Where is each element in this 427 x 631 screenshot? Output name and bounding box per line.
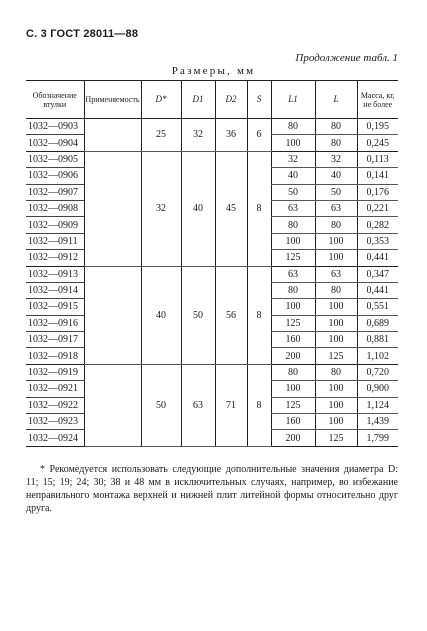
designation-cell: 1032—0908 [26,200,84,216]
col-header-l1: L1 [271,81,315,119]
table-row [26,119,398,135]
mass-cell: 0,195 [357,119,398,135]
designation-cell: 1032—0909 [26,217,84,233]
d2-cell: 45 [215,151,247,266]
designation-cell: 1032—0907 [26,184,84,200]
col-header-mass: Масса, кг, не более [357,81,398,119]
mass-cell: 0,245 [357,135,398,151]
mass-cell: 0,689 [357,315,398,331]
designation-cell: 1032—0906 [26,168,84,184]
designation-cell: 1032—0921 [26,381,84,397]
l1-cell: 80 [271,282,315,298]
footnote-text: * Рекомедуется использовать следующие дополнительные значения диаметра D: 11; 15; 19; 24; 30; 38 и 48 мм в исключительных случаях, например, во избежание неправильного монтажа верхней и нижней плит литейной формы относительно друг друга. [26,464,398,514]
designation-cell: 1032—0904 [26,135,84,151]
l1-cell: 160 [271,414,315,430]
l1-cell: 125 [271,250,315,266]
mass-cell: 0,141 [357,168,398,184]
col-header-designation: Обозначение втулки [26,81,84,119]
col-header-l: L [315,81,357,119]
mass-cell: 0,551 [357,299,398,315]
designation-cell: 1032—0905 [26,151,84,167]
bushing-dimensions-table [26,80,398,447]
l-cell: 125 [315,430,357,446]
l-cell: 100 [315,397,357,413]
d-cell: 50 [141,364,181,446]
mass-cell: 1,124 [357,397,398,413]
d2-cell: 36 [215,119,247,152]
mass-cell: 1,439 [357,414,398,430]
page-header: С. 3 ГОСТ 28011—88 [26,28,139,40]
l1-cell: 200 [271,430,315,446]
table-row [26,151,398,167]
application-cell [84,364,141,446]
designation-cell: 1032—0911 [26,233,84,249]
designation-cell: 1032—0923 [26,414,84,430]
designation-cell: 1032—0903 [26,119,84,135]
designation-cell: 1032—0913 [26,266,84,282]
l1-cell: 100 [271,135,315,151]
d1-cell: 40 [181,151,215,266]
l-cell: 80 [315,135,357,151]
s-cell: 8 [247,266,271,364]
l1-cell: 80 [271,364,315,380]
l-cell: 100 [315,250,357,266]
l1-cell: 125 [271,315,315,331]
l1-cell: 125 [271,397,315,413]
l1-cell: 100 [271,381,315,397]
mass-cell: 0,441 [357,250,398,266]
designation-cell: 1032—0914 [26,282,84,298]
l1-cell: 100 [271,299,315,315]
application-cell [84,119,141,152]
d1-cell: 63 [181,364,215,446]
designation-cell: 1032—0915 [26,299,84,315]
mass-cell: 0,347 [357,266,398,282]
mass-cell: 0,176 [357,184,398,200]
mass-cell: 0,113 [357,151,398,167]
s-cell: 8 [247,151,271,266]
table-header-row [26,81,398,119]
l1-cell: 80 [271,119,315,135]
footnote [26,463,398,515]
l1-cell: 63 [271,266,315,282]
mass-cell: 0,900 [357,381,398,397]
l-cell: 100 [315,315,357,331]
l-cell: 63 [315,200,357,216]
l-cell: 40 [315,168,357,184]
mass-cell: 0,221 [357,200,398,216]
s-cell: 8 [247,364,271,446]
d1-cell: 32 [181,119,215,152]
l1-cell: 200 [271,348,315,364]
col-header-s: S [247,81,271,119]
designation-cell: 1032—0912 [26,250,84,266]
d2-cell: 56 [215,266,247,364]
l1-cell: 40 [271,168,315,184]
l-cell: 100 [315,299,357,315]
s-cell: 6 [247,119,271,152]
l-cell: 80 [315,282,357,298]
l1-cell: 50 [271,184,315,200]
l-cell: 32 [315,151,357,167]
mass-cell: 1,799 [357,430,398,446]
l1-cell: 63 [271,200,315,216]
application-cell [84,151,141,266]
d1-cell: 50 [181,266,215,364]
d-cell: 25 [141,119,181,152]
col-header-d1: D1 [181,81,215,119]
l-cell: 100 [315,381,357,397]
designation-cell: 1032—0918 [26,348,84,364]
mass-cell: 0,720 [357,364,398,380]
d2-cell: 71 [215,364,247,446]
mass-cell: 0,282 [357,217,398,233]
l-cell: 63 [315,266,357,282]
table-row [26,266,398,282]
mass-cell: 0,441 [357,282,398,298]
l1-cell: 32 [271,151,315,167]
application-cell [84,266,141,364]
l1-cell: 100 [271,233,315,249]
mass-cell: 0,881 [357,332,398,348]
col-header-d: D* [141,81,181,119]
l1-cell: 160 [271,332,315,348]
l-cell: 80 [315,364,357,380]
col-header-d2: D2 [215,81,247,119]
l-cell: 100 [315,233,357,249]
l-cell: 100 [315,332,357,348]
mass-cell: 0,353 [357,233,398,249]
designation-cell: 1032—0922 [26,397,84,413]
mass-cell: 1,102 [357,348,398,364]
designation-cell: 1032—0924 [26,430,84,446]
l-cell: 100 [315,414,357,430]
table-row [26,364,398,380]
l-cell: 80 [315,217,357,233]
designation-cell: 1032—0919 [26,364,84,380]
l-cell: 80 [315,119,357,135]
table-continuation-label: Продолжение табл. 1 [295,52,398,64]
d-cell: 32 [141,151,181,266]
d-cell: 40 [141,266,181,364]
l1-cell: 80 [271,217,315,233]
col-header-application: Применяемость [84,81,141,119]
designation-cell: 1032—0917 [26,332,84,348]
l-cell: 125 [315,348,357,364]
designation-cell: 1032—0916 [26,315,84,331]
l-cell: 50 [315,184,357,200]
sizes-caption: Размеры, мм [171,65,256,77]
